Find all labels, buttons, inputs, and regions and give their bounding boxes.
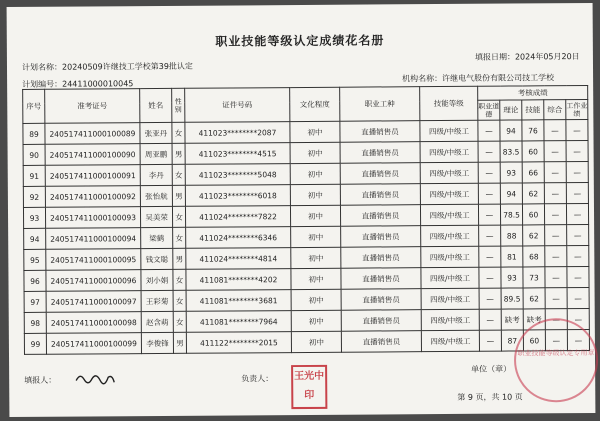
cell-edu: 初中 — [290, 142, 340, 163]
cell-s4: — — [545, 246, 567, 267]
cell-s2: 81 — [501, 246, 523, 267]
cell-s5: — — [566, 140, 588, 161]
cell-seq: 92 — [23, 186, 45, 207]
cell-sex: 男 — [172, 143, 185, 164]
cell-id: 411081********7964 — [186, 311, 291, 333]
cell-id: 411023********6018 — [185, 185, 290, 207]
cell-s5: — — [567, 245, 589, 266]
cell-job: 直播销售员 — [341, 331, 421, 353]
cell-id: 411081********3681 — [186, 290, 291, 312]
cell-s2: 94 — [500, 120, 522, 141]
cell-s4: — — [545, 288, 567, 309]
cell-sex: 男 — [173, 332, 186, 353]
cell-name: 赵含萌 — [141, 311, 173, 332]
cell-job: 直播销售员 — [340, 142, 420, 164]
cell-s1: — — [479, 246, 501, 267]
cell-name: 李丹 — [140, 164, 172, 185]
cell-job: 直播销售员 — [340, 184, 420, 206]
cell-sex: 女 — [172, 164, 185, 185]
cell-seq: 97 — [24, 291, 46, 312]
cell-name: 王彩菊 — [141, 290, 173, 311]
cell-s4: — — [544, 120, 566, 141]
cell-level: 四级/中级工 — [420, 162, 478, 183]
cell-id: 411023********4515 — [185, 143, 290, 165]
cell-level: 四级/中级工 — [420, 183, 478, 204]
header-performance: 工作业绩 — [566, 99, 588, 119]
cell-s3: 73 — [523, 267, 545, 288]
cell-sex: 女 — [173, 311, 186, 332]
cell-s1: — — [478, 162, 500, 183]
header-id: 证件号码 — [185, 88, 290, 123]
cell-sex: 男 — [172, 185, 185, 206]
leader-label: 负责人： — [241, 374, 274, 384]
cell-seq: 90 — [23, 144, 45, 165]
cell-sex: 女 — [173, 269, 186, 290]
cell-ticket: 240517411000100094 — [46, 228, 141, 250]
cell-name: 吴美荣 — [140, 206, 172, 227]
cell-s5: — — [567, 308, 589, 329]
cell-sex: 男 — [173, 248, 186, 269]
cell-s3: 62 — [522, 183, 544, 204]
cell-s3: 60 — [522, 141, 544, 162]
header-name: 姓名 — [140, 88, 172, 122]
cell-s2: 93 — [500, 162, 522, 183]
header-edu: 文化程度 — [290, 87, 340, 121]
cell-seq: 96 — [24, 270, 46, 291]
header-scores: 考核成绩 — [478, 85, 588, 100]
header-skill: 技能 — [522, 100, 544, 120]
cell-job: 直播销售员 — [341, 247, 421, 269]
cell-sex: 女 — [172, 206, 185, 227]
cell-s2: 88 — [501, 225, 523, 246]
cell-edu: 初中 — [291, 310, 341, 331]
cell-seq: 93 — [23, 207, 45, 228]
cell-s3: 66 — [522, 162, 544, 183]
cell-ticket: 240517411000100097 — [46, 291, 141, 313]
signature-image — [74, 370, 116, 386]
document-title: 职业技能等级认定成绩花名册 — [215, 33, 385, 49]
cell-id: 411024********7822 — [185, 206, 290, 228]
cell-s1: — — [478, 204, 500, 225]
header-seq: 序号 — [23, 89, 45, 123]
cell-name: 周亚鹏 — [140, 143, 172, 164]
cell-ticket: 240517411000100099 — [46, 333, 141, 355]
cell-seq: 89 — [23, 123, 45, 144]
cell-level: 四级/中级工 — [421, 246, 479, 267]
cell-sex: 女 — [172, 122, 185, 143]
cell-level: 四级/中级工 — [421, 225, 479, 246]
cell-s4: — — [545, 225, 567, 246]
cell-s5: — — [567, 287, 589, 308]
cell-sex: 女 — [173, 227, 186, 248]
cell-seq: 98 — [24, 312, 46, 333]
cell-s1: — — [479, 309, 501, 330]
personal-stamp: 王光中印 — [291, 365, 327, 409]
cell-ticket: 240517411000100096 — [46, 270, 141, 292]
cell-s2: 93 — [501, 267, 523, 288]
cell-edu: 初中 — [291, 226, 341, 247]
cell-edu: 初中 — [290, 184, 340, 205]
cell-s2: 缺考 — [501, 309, 523, 330]
cell-ticket: 240517411000100089 — [45, 123, 140, 145]
cell-s2: 89.5 — [501, 288, 523, 309]
cell-level: 四级/中级工 — [420, 120, 478, 141]
cell-s4: — — [544, 162, 566, 183]
cell-level: 四级/中级工 — [420, 204, 478, 225]
cell-job: 直播销售员 — [340, 163, 420, 185]
cell-level: 四级/中级工 — [421, 267, 479, 288]
cell-s4: — — [544, 141, 566, 162]
cell-s3: 60 — [523, 330, 545, 351]
cell-edu: 初中 — [290, 121, 340, 142]
cell-s4: — — [545, 330, 567, 351]
cell-job: 直播销售员 — [341, 310, 421, 332]
cell-name: 张亚丹 — [140, 122, 172, 143]
cell-level: 四级/中级工 — [421, 288, 479, 309]
header-ticket: 准考证号 — [45, 89, 140, 124]
cell-id: 411122********2015 — [186, 332, 291, 354]
cell-s5: — — [566, 203, 588, 224]
cell-seq: 91 — [23, 165, 45, 186]
cell-job: 直播销售员 — [341, 268, 421, 290]
cell-edu: 初中 — [291, 268, 341, 289]
cell-s1: — — [479, 225, 501, 246]
table-row — [24, 329, 589, 354]
cell-s5: — — [567, 224, 589, 245]
page-number: 第 9 页，共 10 页 — [457, 392, 523, 402]
filler-label: 填报人： — [24, 375, 57, 385]
header-overall: 综合 — [544, 100, 566, 120]
cell-s3: 76 — [522, 120, 544, 141]
header-job: 职业工种 — [340, 87, 420, 122]
cell-sex: 女 — [173, 290, 186, 311]
official-seal — [514, 318, 599, 403]
cell-name: 张怡航 — [140, 185, 172, 206]
cell-job: 直播销售员 — [341, 289, 421, 311]
cell-name: 钱文聪 — [141, 248, 173, 269]
cell-id: 411024********6346 — [186, 227, 291, 249]
cell-s5: — — [566, 119, 588, 140]
cell-seq: 95 — [24, 249, 46, 270]
cell-ticket: 240517411000100098 — [46, 312, 141, 334]
header-ethics: 职业道德 — [478, 100, 500, 120]
cell-level: 四级/中级工 — [421, 309, 479, 330]
plan-code: 计划编号：24411000010045 — [22, 79, 134, 89]
cell-s2: 83.5 — [500, 141, 522, 162]
cell-id: 411023********5048 — [185, 164, 290, 186]
cell-ticket: 240517411000100091 — [45, 165, 140, 187]
cell-id: 411081********4202 — [186, 269, 291, 291]
cell-job: 直播销售员 — [340, 205, 420, 227]
cell-name: 梁鹤 — [141, 227, 173, 248]
cell-s3: 62 — [523, 225, 545, 246]
cell-ticket: 240517411000100095 — [46, 249, 141, 271]
cell-s4: — — [545, 309, 567, 330]
plan-name: 计划名称：20240509许继技工学校第39批认定 — [21, 61, 193, 72]
cell-s5: — — [567, 266, 589, 287]
cell-name: 刘小娟 — [141, 269, 173, 290]
score-table — [22, 85, 590, 355]
cell-s2: 94 — [500, 183, 522, 204]
cell-s1: — — [479, 267, 501, 288]
cell-s4: — — [544, 183, 566, 204]
cell-edu: 初中 — [290, 163, 340, 184]
org-name: 机构名称：许继电气股份有限公司技工学校 — [402, 73, 555, 84]
cell-job: 直播销售员 — [340, 121, 420, 143]
cell-s4: — — [544, 204, 566, 225]
cell-s2: 87 — [501, 330, 523, 351]
cell-edu: 初中 — [291, 247, 341, 268]
cell-s5: — — [566, 182, 588, 203]
cell-edu: 初中 — [290, 205, 340, 226]
cell-edu: 初中 — [291, 331, 341, 352]
cell-level: 四级/中级工 — [420, 141, 478, 162]
fill-date: 填报日期：2024年05月20日 — [474, 52, 580, 62]
cell-s1: — — [479, 330, 501, 351]
cell-s3: 60 — [522, 204, 544, 225]
document-page — [7, 3, 596, 417]
cell-s2: 78.5 — [500, 204, 522, 225]
cell-id: 411024********4814 — [186, 248, 291, 270]
cell-s5: — — [566, 161, 588, 182]
cell-seq: 94 — [24, 228, 46, 249]
cell-s3: 68 — [523, 246, 545, 267]
cell-job: 直播销售员 — [341, 226, 421, 248]
cell-s3: 缺考 — [523, 309, 545, 330]
header-level: 技能等级 — [420, 86, 478, 120]
cell-s1: — — [478, 183, 500, 204]
cell-s1: — — [478, 141, 500, 162]
cell-s1: — — [479, 288, 501, 309]
header-sex: 性别 — [172, 88, 185, 122]
cell-s4: — — [545, 267, 567, 288]
cell-ticket: 240517411000100090 — [45, 144, 140, 166]
cell-s1: — — [478, 120, 500, 141]
cell-edu: 初中 — [291, 289, 341, 310]
cell-s3: 62 — [523, 288, 545, 309]
cell-ticket: 240517411000100093 — [45, 207, 140, 229]
seal-text: 职业技能等级认定专用章 — [517, 348, 595, 358]
unit-seal-label: 单位（章） — [471, 364, 512, 374]
cell-id: 411023********2087 — [185, 122, 290, 144]
header-theory: 理论 — [500, 100, 522, 120]
cell-ticket: 240517411000100092 — [45, 186, 140, 208]
cell-level: 四级/中级工 — [421, 330, 479, 351]
cell-seq: 99 — [24, 333, 46, 354]
cell-s5: — — [567, 329, 589, 350]
cell-name: 李俊锋 — [141, 332, 173, 353]
